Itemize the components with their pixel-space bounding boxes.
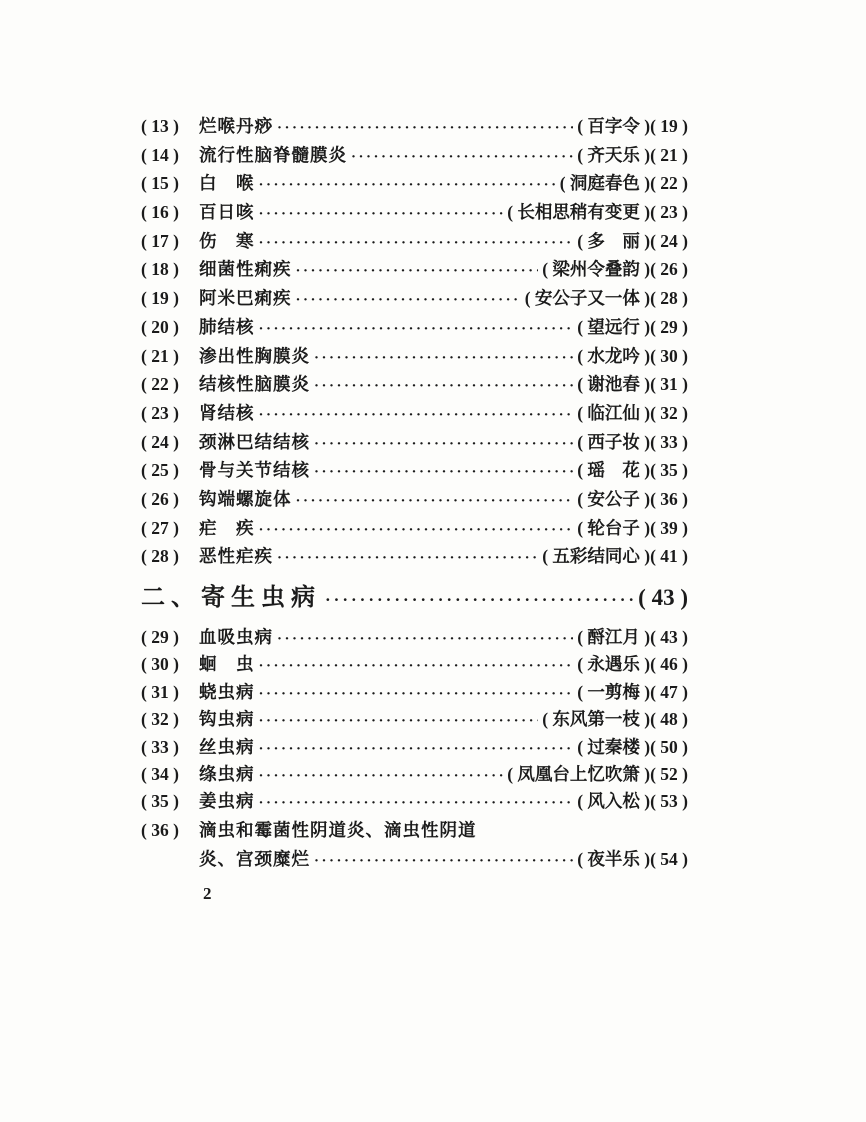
entry-number: ( 17 ) bbox=[141, 230, 179, 251]
entry-title: 蛔 虫 bbox=[199, 654, 255, 675]
entry-number: ( 23 ) bbox=[141, 402, 179, 423]
entry-number: ( 22 ) bbox=[141, 374, 179, 395]
dot-leader bbox=[351, 141, 573, 172]
toc-entry bbox=[141, 255, 688, 284]
dot-leader bbox=[325, 575, 634, 623]
entry-title: 钩端螺旋体 bbox=[199, 488, 292, 509]
entry-number: ( 16 ) bbox=[141, 202, 179, 223]
dot-leader bbox=[314, 370, 573, 401]
entry-tune-name: ( 安公子又一体 ) bbox=[524, 288, 651, 309]
toc-entry bbox=[141, 706, 688, 733]
dot-leader bbox=[259, 227, 574, 258]
entry-number: ( 34 ) bbox=[141, 763, 179, 784]
entry-title: 阿米巴痢疾 bbox=[199, 288, 292, 309]
entry-number: ( 28 ) bbox=[141, 546, 179, 567]
section-heading-label: 二、寄生虫病 bbox=[141, 585, 321, 611]
toc-entry bbox=[141, 141, 688, 170]
toc-entry bbox=[141, 370, 688, 399]
entry-number: ( 33 ) bbox=[141, 736, 179, 757]
entry-number: ( 36 ) bbox=[141, 819, 179, 840]
entry-number: ( 14 ) bbox=[141, 144, 179, 165]
entry-title: 百日咳 bbox=[199, 202, 255, 223]
entry-title: 伤 寒 bbox=[199, 230, 255, 251]
entry-page-number: ( 50 ) bbox=[650, 736, 688, 757]
entry-title-line2: 炎、宫颈糜烂 bbox=[199, 848, 310, 869]
section-heading-parasitic-diseases bbox=[141, 575, 688, 621]
toc-entry bbox=[141, 761, 688, 788]
entry-title: 姜虫病 bbox=[199, 791, 255, 812]
entry-tune-name: ( 梁州令叠韵 ) bbox=[542, 259, 651, 280]
entry-tune-name: ( 酹江月 ) bbox=[577, 627, 651, 647]
dot-leader bbox=[259, 198, 504, 229]
dot-leader bbox=[259, 734, 574, 763]
entry-tune-name: ( 凤凰台上忆吹箫 ) bbox=[507, 763, 651, 784]
entry-tune-name: ( 永遇乐 ) bbox=[577, 654, 651, 675]
entry-title: 肾结核 bbox=[199, 402, 255, 423]
entry-tune-name: ( 五彩结同心 ) bbox=[542, 546, 651, 567]
entry-number: ( 32 ) bbox=[141, 709, 179, 730]
entry-tune-name: ( 西子妆 ) bbox=[577, 431, 651, 452]
dot-leader bbox=[259, 514, 574, 545]
toc-entry bbox=[141, 788, 688, 815]
entry-title: 白 喉 bbox=[199, 173, 255, 194]
entry-title: 结核性脑膜炎 bbox=[199, 374, 310, 395]
toc-entry bbox=[141, 679, 688, 706]
toc-entry bbox=[141, 284, 688, 313]
toc-entry bbox=[141, 198, 688, 227]
dot-leader bbox=[314, 428, 573, 459]
toc-entry-line2 bbox=[141, 845, 688, 874]
entry-page-number: ( 21 ) bbox=[650, 144, 688, 165]
entry-title: 血吸虫病 bbox=[199, 627, 273, 647]
entry-page-number: ( 29 ) bbox=[650, 316, 688, 337]
entry-title: 丝虫病 bbox=[199, 736, 255, 757]
entry-number: ( 19 ) bbox=[141, 288, 179, 309]
dot-leader bbox=[314, 456, 573, 487]
dot-leader bbox=[259, 399, 574, 430]
entry-tune-name: ( 谢池春 ) bbox=[577, 374, 651, 395]
entry-title: 烂喉丹痧 bbox=[199, 116, 273, 136]
section-page-number: ( 43 ) bbox=[638, 585, 688, 610]
entry-page-number: ( 41 ) bbox=[650, 546, 688, 567]
toc-entry-36 bbox=[141, 816, 688, 874]
entry-page-number: ( 19 ) bbox=[650, 116, 688, 136]
entry-number: ( 13 ) bbox=[141, 116, 179, 136]
entry-title: 疟 疾 bbox=[199, 517, 255, 538]
entry-page-number: ( 53 ) bbox=[650, 791, 688, 812]
entry-title: 流行性脑脊髓膜炎 bbox=[199, 144, 347, 165]
dot-leader bbox=[277, 542, 538, 573]
dot-leader bbox=[314, 342, 573, 373]
entry-page-number: ( 28 ) bbox=[650, 288, 688, 309]
entry-title: 恶性疟疾 bbox=[199, 546, 273, 567]
entry-title: 渗出性胸膜炎 bbox=[199, 345, 310, 366]
entry-tune-name: ( 风入松 ) bbox=[577, 791, 651, 812]
entry-page-number: ( 31 ) bbox=[650, 374, 688, 395]
entry-page-number: ( 30 ) bbox=[650, 345, 688, 366]
entry-title: 细菌性痢疾 bbox=[199, 259, 292, 280]
entry-number: ( 35 ) bbox=[141, 791, 179, 812]
entry-page-number: ( 35 ) bbox=[650, 460, 688, 481]
entry-number: ( 31 ) bbox=[141, 681, 179, 702]
entry-tune-name: ( 东风第一枝 ) bbox=[542, 709, 651, 730]
dot-leader bbox=[314, 845, 573, 876]
entry-page-number: ( 23 ) bbox=[650, 202, 688, 223]
entry-title: 蛲虫病 bbox=[199, 681, 255, 702]
entry-number: ( 20 ) bbox=[141, 316, 179, 337]
entry-page-number: ( 47 ) bbox=[650, 681, 688, 702]
toc-entry bbox=[141, 624, 688, 651]
dot-leader bbox=[259, 313, 574, 344]
entry-page-number: ( 36 ) bbox=[650, 488, 688, 509]
entry-title-line1: 滴虫和霉菌性阴道炎、滴虫性阴道 bbox=[199, 819, 477, 840]
entry-title: 肺结核 bbox=[199, 316, 255, 337]
dot-leader bbox=[296, 255, 539, 286]
entry-number: ( 30 ) bbox=[141, 654, 179, 675]
toc-entry bbox=[141, 734, 688, 761]
entry-title: 骨与关节结核 bbox=[199, 460, 310, 481]
dot-leader bbox=[296, 284, 521, 315]
entry-page-number: ( 33 ) bbox=[650, 431, 688, 452]
entry-page-number: ( 43 ) bbox=[650, 627, 688, 647]
dot-leader bbox=[259, 169, 556, 200]
entry-number: ( 18 ) bbox=[141, 259, 179, 280]
entry-title: 颈淋巴结结核 bbox=[199, 431, 310, 452]
entry-number: ( 24 ) bbox=[141, 431, 179, 452]
dot-leader bbox=[277, 112, 573, 143]
entry-tune-name: ( 临江仙 ) bbox=[577, 402, 651, 423]
toc-entry-line1 bbox=[141, 816, 688, 845]
toc-entry bbox=[141, 456, 688, 485]
entry-number: ( 26 ) bbox=[141, 488, 179, 509]
entry-tune-name: ( 过秦楼 ) bbox=[577, 736, 651, 757]
entry-number: ( 15 ) bbox=[141, 173, 179, 194]
toc-entry bbox=[141, 514, 688, 543]
page-number: 2 bbox=[203, 884, 212, 903]
entry-page-number: ( 52 ) bbox=[650, 763, 688, 784]
entry-page-number: ( 26 ) bbox=[650, 259, 688, 280]
toc-entry bbox=[141, 112, 688, 141]
toc-entry bbox=[141, 313, 688, 342]
toc-entry bbox=[141, 227, 688, 256]
dot-leader bbox=[259, 761, 504, 790]
entry-tune-name: ( 瑶 花 ) bbox=[577, 460, 651, 481]
entry-number: ( 29 ) bbox=[141, 627, 179, 647]
dot-leader bbox=[259, 706, 539, 735]
entry-page-number: ( 54 ) bbox=[650, 848, 688, 869]
entry-tune-name: ( 齐天乐 ) bbox=[577, 144, 651, 165]
toc-entry bbox=[141, 542, 688, 571]
entry-number: ( 25 ) bbox=[141, 460, 179, 481]
entry-title: 绦虫病 bbox=[199, 763, 255, 784]
entry-tune-name: ( 长相思稍有变更 ) bbox=[507, 202, 651, 223]
entry-tune-name: ( 水龙吟 ) bbox=[577, 345, 651, 366]
dot-leader bbox=[259, 651, 574, 680]
dot-leader bbox=[259, 788, 574, 817]
entry-tune-name: ( 一剪梅 ) bbox=[577, 681, 651, 702]
toc-entries-part2 bbox=[141, 624, 688, 816]
dot-leader bbox=[259, 679, 574, 708]
entry-tune-name: ( 轮台子 ) bbox=[577, 517, 651, 538]
entry-tune-name: ( 百字令 ) bbox=[577, 116, 651, 136]
entry-title: 钩虫病 bbox=[199, 709, 255, 730]
dot-leader bbox=[277, 624, 573, 653]
entry-page-number: ( 24 ) bbox=[650, 230, 688, 251]
toc-entry bbox=[141, 428, 688, 457]
entry-tune-name: ( 夜半乐 ) bbox=[577, 848, 651, 869]
entry-tune-name: ( 望远行 ) bbox=[577, 316, 651, 337]
toc-entry bbox=[141, 485, 688, 514]
entry-tune-name: ( 洞庭春色 ) bbox=[559, 173, 651, 194]
toc-entry bbox=[141, 399, 688, 428]
entry-tune-name: ( 安公子 ) bbox=[577, 488, 651, 509]
entry-page-number: ( 39 ) bbox=[650, 517, 688, 538]
toc-entry bbox=[141, 169, 688, 198]
toc-entry bbox=[141, 651, 688, 678]
entry-number: ( 27 ) bbox=[141, 517, 179, 538]
entry-page-number: ( 48 ) bbox=[650, 709, 688, 730]
dot-leader bbox=[296, 485, 574, 516]
entry-page-number: ( 32 ) bbox=[650, 402, 688, 423]
entry-page-number: ( 22 ) bbox=[650, 173, 688, 194]
toc-entries-part1 bbox=[141, 112, 688, 571]
entry-page-number: ( 46 ) bbox=[650, 654, 688, 675]
entry-number: ( 21 ) bbox=[141, 345, 179, 366]
table-of-contents bbox=[141, 112, 688, 874]
toc-entry bbox=[141, 342, 688, 371]
entry-tune-name: ( 多 丽 ) bbox=[577, 230, 651, 251]
